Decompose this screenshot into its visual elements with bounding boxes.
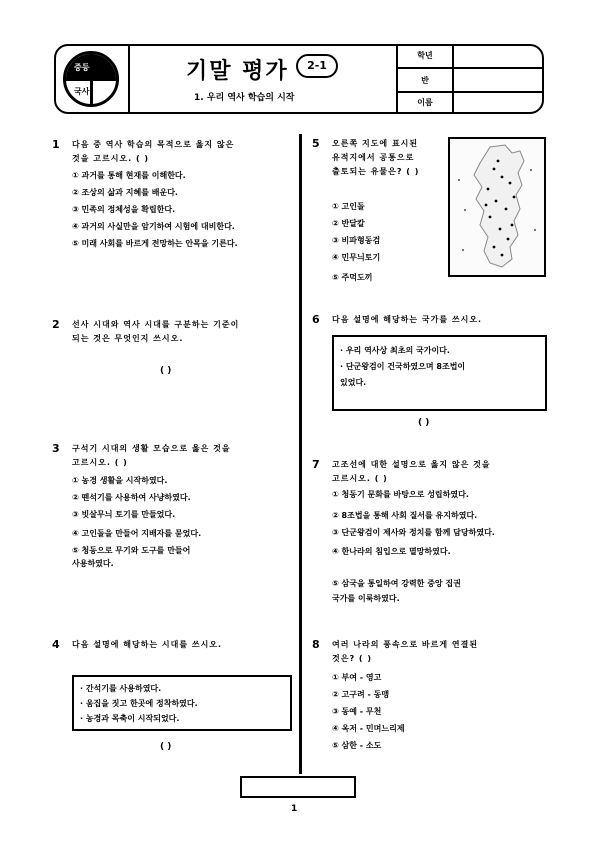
info-row-name (398, 93, 546, 112)
student-info-table (396, 44, 544, 114)
question-6-text: 다음 설명에 해당하는 국가를 쓰시오. (332, 315, 483, 324)
q6-box-line-3: 있었다. (340, 378, 367, 387)
q3-choice-5[interactable]: ⑤ 청동으로 무기와 도구를 만들어 (72, 546, 191, 555)
question-5-text: 오른쪽 지도에 표시된 유적지에서 공통으로 출토되는 유물은? ( ) (332, 139, 420, 176)
info-label-class: 반 (398, 69, 454, 92)
title-badge: 2-1 (296, 54, 338, 78)
q8-choice-5[interactable]: ⑤ 삼한 - 소도 (332, 741, 382, 750)
info-value-name[interactable] (454, 93, 544, 112)
q7-choice-1[interactable]: ① 청동기 문화를 바탕으로 성립하였다. (332, 490, 469, 499)
korea-map-image (448, 137, 546, 277)
q5-choice-1[interactable]: ① 고인돌 (332, 202, 365, 211)
question-1-number: 1 (52, 138, 60, 151)
question-3-number: 3 (52, 442, 60, 455)
question-5-number: 5 (312, 137, 320, 150)
question-6-number: 6 (312, 313, 320, 326)
q6-box-line-2: · 단군왕검이 건국하였으며 8조법이 (340, 362, 466, 371)
q1-choice-4[interactable]: ④ 과거의 사실만을 암기하여 시험에 대비한다. (72, 222, 235, 231)
info-row-grade (398, 44, 546, 67)
q4-answer-blank[interactable]: ( ) (160, 742, 172, 752)
q6-answer-blank[interactable]: ( ) (418, 418, 430, 428)
q3-choice-4[interactable]: ④ 고인돌을 만들어 지배자를 묻었다. (72, 529, 202, 538)
question-8-text: 여러 나라의 풍속으로 바르게 연결된 것은? ( ) (332, 640, 479, 663)
info-row-class (398, 69, 546, 92)
school-logo (63, 51, 119, 107)
q5-choice-5[interactable]: ⑤ 주먹도끼 (332, 273, 373, 282)
q7-choice-5-cont: 국가를 이룩하였다. (332, 594, 400, 603)
q7-choice-5[interactable]: ⑤ 삼국을 통일하여 강력한 중앙 집권 (332, 579, 461, 588)
info-label-name: 이름 (398, 93, 454, 112)
logo-bottom-text: 국사 (74, 87, 90, 96)
question-4-number: 4 (52, 638, 60, 651)
page-number: 1 (291, 804, 298, 814)
q7-choice-2[interactable]: ② 8조법을 통해 사회 질서를 유지하였다. (332, 511, 478, 520)
q5-choice-3[interactable]: ③ 비파형동검 (332, 236, 381, 245)
q1-choice-1[interactable]: ① 과거를 통해 현재를 이해한다. (72, 171, 186, 180)
q8-choice-3[interactable]: ③ 동예 - 무천 (332, 707, 382, 716)
q2-answer-blank[interactable]: ( ) (160, 366, 172, 376)
question-8-number: 8 (312, 638, 320, 651)
question-2-number: 2 (52, 318, 60, 331)
question-3-text: 구석기 시대의 생활 모습으로 옳은 것을 고르시오. ( ) (72, 444, 231, 467)
logo-top-text: 중등 (74, 63, 90, 72)
question-7-number: 7 (312, 458, 320, 471)
page-title: 기말 평가 (186, 59, 289, 84)
q3-choice-5-cont: 사용하였다. (72, 559, 114, 568)
q8-choice-4[interactable]: ④ 옥저 - 민며느리제 (332, 724, 405, 733)
score-box (240, 776, 356, 798)
info-value-class[interactable] (454, 69, 544, 92)
q5-choice-4[interactable]: ④ 민무늬토기 (332, 253, 381, 262)
info-value-grade[interactable] (454, 44, 544, 67)
column-divider (299, 134, 302, 774)
page-subtitle: 1. 우리 역사 학습의 시작 (194, 93, 295, 103)
q3-choice-3[interactable]: ③ 빗살무늬 토기를 만들었다. (72, 510, 176, 519)
q6-box-line-1: · 우리 역사상 최초의 국가이다. (340, 346, 450, 355)
q8-choice-1[interactable]: ① 부여 - 영고 (332, 673, 382, 682)
question-1-text: 다음 중 역사 학습의 목적으로 옳지 않은 것을 고르시오. ( ) (72, 140, 235, 163)
q7-choice-4[interactable]: ④ 한나라의 침입으로 멸망하였다. (332, 547, 451, 556)
q8-choice-2[interactable]: ② 고구려 - 동맹 (332, 690, 390, 699)
q1-choice-2[interactable]: ② 조상의 삶과 지혜를 배운다. (72, 188, 178, 197)
q3-choice-2[interactable]: ② 뗀석기를 사용하여 사냥하였다. (72, 493, 191, 502)
q1-choice-3[interactable]: ③ 민족의 정체성을 확립한다. (72, 205, 176, 214)
info-label-grade: 학년 (398, 44, 454, 67)
header-divider (128, 44, 130, 114)
q3-choice-1[interactable]: ① 농경 생활을 시작하였다. (72, 476, 168, 485)
question-2-text: 선사 시대와 역사 시대를 구분하는 기준이 되는 것은 무엇인지 쓰시오. (72, 320, 240, 343)
question-4-text: 다음 설명에 해당하는 시대를 쓰시오. (72, 640, 223, 649)
q5-choice-2[interactable]: ② 반달칼 (332, 219, 365, 228)
q4-box-line-2: · 움집을 짓고 한곳에 정착하였다. (80, 699, 198, 708)
question-7-text: 고조선에 대한 설명으로 옳지 않은 것을 고르시오. ( ) (332, 460, 491, 483)
q4-box-line-3: · 농경과 목축이 시작되었다. (80, 714, 180, 723)
q7-choice-3[interactable]: ③ 단군왕검이 제사와 정치를 함께 담당하였다. (332, 528, 495, 537)
q4-box-line-1: · 간석기를 사용하였다. (80, 684, 162, 693)
q1-choice-5[interactable]: ⑤ 미래 사회를 바르게 전망하는 안목을 기른다. (72, 239, 238, 248)
